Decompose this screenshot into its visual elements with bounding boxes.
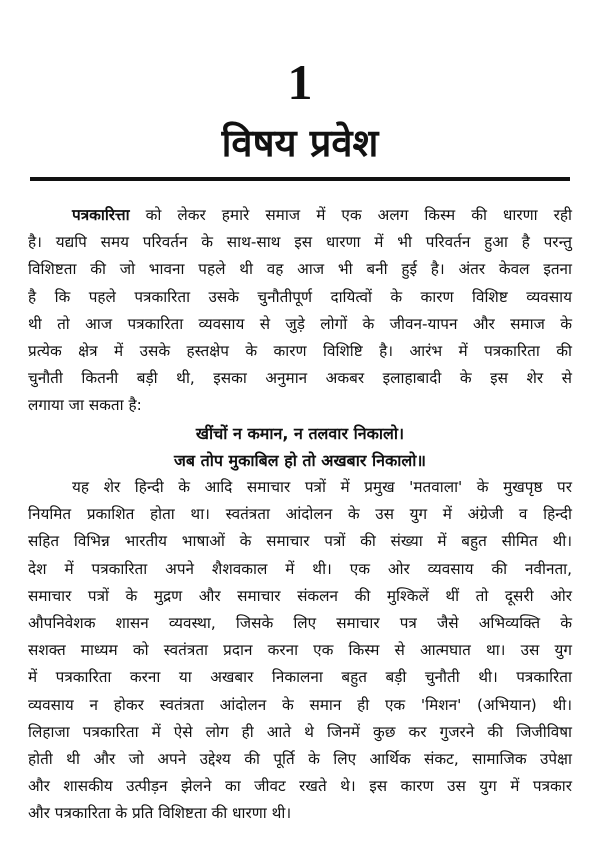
paragraph-1-line: चुनौती कितनी बड़ी थी, इसका अनुमान अकबर इलाहाबादी के इस शेर से xyxy=(28,369,572,388)
couplet-line-2: जब तोप मुकाबिल हो तो अखबार निकालो॥ xyxy=(174,450,426,470)
couplet-line-1: खींचों न कमान, न तलवार निकालो। xyxy=(195,423,405,443)
paragraph-1-line: प्रत्येक क्षेत्र में उसके हस्तक्षेप के कारण विशिष्टि है। आरंभ में पत्रकारिता की xyxy=(28,342,572,361)
paragraph-1-line: है कि पहले पत्रकारिता उसके चुनौतीपूर्ण दायित्वों के कारण विशिष्ट व्यवसाय xyxy=(28,287,572,306)
paragraph-2-line: और पत्रकारिता के प्रति विशिष्टता की धारणा थी। xyxy=(28,804,292,823)
paragraph-1-line: पत्रकारित्ता को लेकर हमारे समाज में एक अलग किस्म की धारणा रही xyxy=(72,206,572,224)
paragraph-2-line: लिहाजा पत्रकारिता में ऐसे लोग ही आते थे जिनमें कुछ कर गुजरने की जिजीविषा xyxy=(28,722,572,741)
paragraph-2-line: सशक्त माध्यम को स्वतंत्रता प्रदान करना एक किस्म से आत्मघात था। उस युग xyxy=(28,641,572,660)
paragraph-2-line: औपनिवेशक शासन व्यवस्था, जिसके लिए समाचार पत्र जैसे अभिव्यक्ति के xyxy=(28,614,572,633)
paragraph-2-line: सहित विभिन्न भारतीय भाषाओं के समाचार पत्रों की संख्या में बहुत सीमित थी। xyxy=(28,532,572,551)
paragraph-2-line: व्यवसाय न होकर स्वतंत्रता आंदोलन के समान ही एक 'मिशन' (अभियान) थी। xyxy=(28,695,572,714)
chapter-title: विषय प्रवेश xyxy=(221,121,379,165)
paragraph-1-line: लगाया जा सकता है: xyxy=(28,396,142,415)
paragraph-1-line: विशिष्टता की जो भावना पहले थी वह आज भी बनी हुई है। अंतर केवल इतना xyxy=(28,260,572,279)
paragraph-2-line: नियमित प्रकाशित होता था। स्वतंत्रता आंदोलन के उस युग में अंग्रेजी व हिन्दी xyxy=(28,505,572,524)
lead-word: पत्रकारित्ता xyxy=(72,206,130,224)
paragraph-2-line: समाचार पत्रों के मुद्रण और समाचार संकलन की मुश्किलें थीं तो दूसरी ओर xyxy=(28,586,572,605)
chapter-body xyxy=(28,202,572,828)
paragraph-2-line: देश में पत्रकारिता अपने शैशवकाल में थी। एक ओर व्यवसाय की नवीनता, xyxy=(28,559,572,578)
title-divider xyxy=(30,177,570,181)
paragraph-2-line: में पत्रकारिता करना या अखबार निकालना बहुत बड़ी चुनौती थी। पत्रकारिता xyxy=(28,668,572,687)
chapter-number: 1 xyxy=(287,54,313,110)
paragraph-1-line: है। यद्यपि समय परिवर्तन के साथ-साथ इस धारणा में भी परिवर्तन हुआ है परन्तु xyxy=(28,233,572,252)
paragraph-2-line: होती थी और जो अपने उद्देश्य की पूर्ति के लिए आर्थिक संकट, सामाजिक उपेक्षा xyxy=(28,750,572,769)
paragraph-2-line: यह शेर हिन्दी के आदि समाचार पत्रों में प्रमुख 'मतवाला' के मुखपृष्ठ पर xyxy=(72,478,572,497)
paragraph-1-line: थी तो आज पत्रकारिता व्यवसाय से जुड़े लोगों के जीवन-यापन और समाज के xyxy=(28,314,572,333)
paragraph-2-line: और शासकीय उत्पीड़न झेलने का जीवट रखते थे। इस कारण उस युग में पत्रकार xyxy=(28,777,572,796)
